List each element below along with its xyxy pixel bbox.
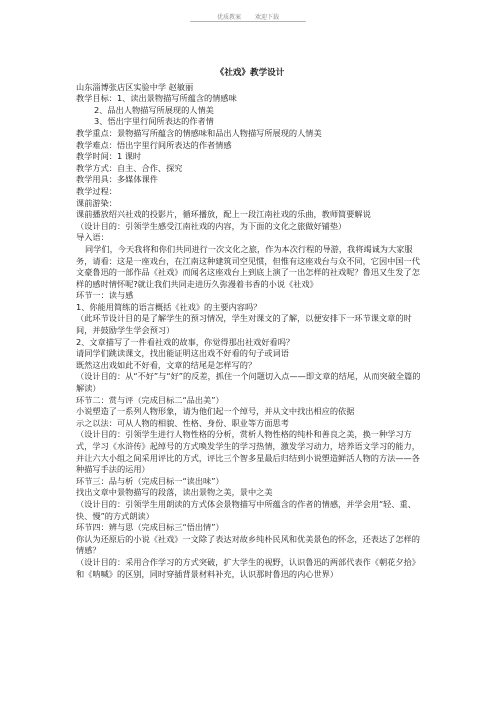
objective-1: 教学目标：1、读出景物描写所蕴含的情感味 [76,93,237,104]
step1-heading: 环节一：读与感 [76,290,134,301]
teaching-focus: 教学重点：景物描写所蕴含的情感味和品出人物描写所展现的人情美 [76,127,322,138]
objective-3: 3、悟出字里行间所表达的作者情 [94,116,214,127]
pre-class-heading: 课前游染： [76,197,117,208]
document-body [76,68,424,580]
step1-task: 请同学们跳读课文，找出能证明这出戏不好看的句子或词语 [76,348,289,359]
step2-hint: 示之以法：可从人物的相貌、性格、身份、职业等方面思考 [76,417,289,428]
pre-class-text: 课前播放绍兴社戏的投影片，循环播放，配上一段江南社戏的乐曲，教师简要解说 [76,209,371,220]
step4-question: 你认为还原后的小说《社戏》一文除了表达对故乡纯朴民风和优美景色的怀念，还表达了怎样的情感？ [76,533,420,556]
page-header [0,12,496,21]
intro-paragraph: 同学们，今天我将和你们共同进行一次文化之旅，作为本次行程的导游，我将竭诚为大家服务，请看：这是一座戏台，在江南这种建筑司空见惯，但惟有这座戏台与众不同，它因中国一代文豪鲁迅的一部作品《社戏》而闻名这座戏台上到底上演了一出怎样的社戏呢？鲁迅又生发了怎样的感时情怀呢?就让我们共同走进历久弥漫着书香的小说《社戏》 [76,243,420,289]
step1-question2: 2、文章描写了一件看社戏的故事，你觉得那出社戏好看吗？ [76,336,295,347]
step3-task: 找出文章中景物描写的段落，读出景物之美，景中之美 [76,487,273,498]
step1-purpose1: （此环节设计目的是了解学生的预习情况，学生对课文的了解，以便安排下一环节课文章的时间，并鼓励学生学会预习） [76,313,412,336]
document-title: 《社戏》教学设计 [215,68,285,78]
step1-purpose2: （设计目的：从“不好”与“好”的反差，抓住一个问题切入点——即文章的结尾，从而突破全篇的解读） [76,371,421,394]
step1-question1: 1、你能用简练的语言概括《社戏》的主要内容吗？ [76,301,262,312]
pre-class-purpose: （设计目的：引领学生感受江南社戏的内容，为下面的文化之旅做好铺垫） [76,220,347,231]
author-line: 山东淄博张店区实验中学 赵敏丽 [76,81,194,92]
header-rule [190,21,306,22]
objective-2: 2、品出人物描写所展现的人情美 [94,104,214,115]
step3-heading: 环节三：品与析（完成目标一“读出味”） [76,475,224,486]
teaching-time: 教学时间：1 课时 [76,151,142,162]
step4-heading: 环节四：辨与思（完成目标三“悟出情”） [76,522,224,533]
step3-purpose: （设计目的：引领学生用朗读的方式体会景物描写中所蕴含的作者的情感，并学会用“轻、重、快、慢”的方式朗读） [76,498,416,521]
step1-question3: 既然这出戏如此不好看，文章的结尾是怎样写的？ [76,359,257,370]
intro-heading: 导入语： [76,232,109,243]
step4-purpose: （设计目的：采用合作学习的方式突破，扩大学生的视野，认识鲁迅的两部代表作《朝花夕拾》和《呐喊》的区别，同时穿插背景材料补充，认识那时鲁迅的内心世界） [76,556,420,579]
teaching-process: 教学过程： [76,185,117,196]
step2-heading: 环节二：赏与评（完成目标二“品出美”） [76,394,224,405]
teaching-difficulty: 教学难点：悟出字里行间所表达的作者情感 [76,139,232,150]
teaching-method: 教学方式：自主、合作、探究 [76,162,183,173]
step2-purpose: （设计目的：引领学生进行人物性格的分析，赏析人物性格的纯朴和善良之美，换一种学习方式，学习《水浒传》起绰号的方式唤发学生的学习热情，激发学习动力，培养语文学习的能力，并让六大小组之间采用评比的方式，评比三个智多星最后归结到小说塑造鲜活人物的方法——各种描写手法的运用） [76,429,420,475]
header-right-text: 欢迎下载 [254,14,279,21]
step2-task: 小说塑造了一系列人物形象，请为他们起一个绰号，并从文中找出相应的依据 [76,406,355,417]
header-left-text: 优质教案 [217,14,242,21]
teaching-tools: 教学用具：多媒体课件 [76,174,158,185]
